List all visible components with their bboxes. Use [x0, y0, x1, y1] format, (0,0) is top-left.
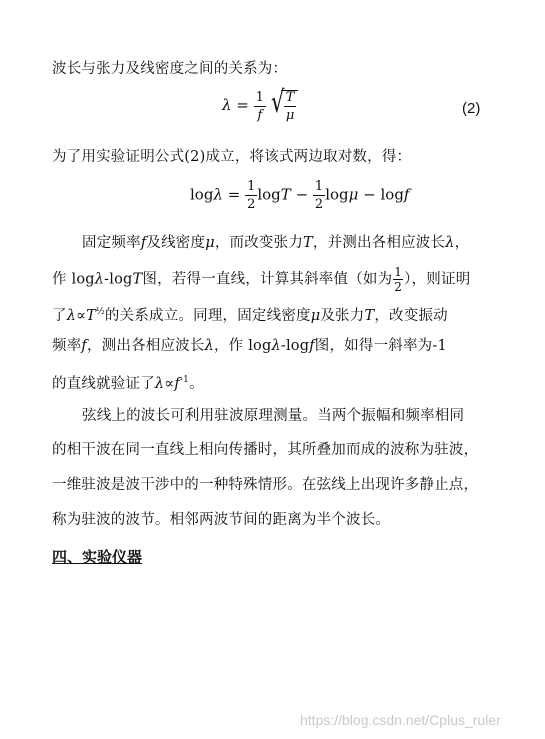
text-seg: 频率: [52, 338, 82, 354]
text-seg: ，改变振动: [374, 307, 448, 324]
text-seg: -log: [104, 271, 133, 288]
text-seg: 了: [52, 307, 67, 324]
log-3: log: [325, 185, 349, 204]
text-seg: 及线密度: [146, 235, 206, 251]
equation-number: (2): [462, 100, 481, 117]
var-lambda: λ: [94, 271, 105, 288]
var-mu: μ: [310, 307, 321, 324]
log-equals: =: [222, 185, 246, 204]
proportional-sign: ∝: [76, 307, 87, 324]
equation-2: [222, 85, 298, 123]
var-f: f: [174, 375, 180, 392]
text-seg: 固定频率: [82, 235, 141, 251]
text-seg: 作 log: [52, 271, 95, 288]
para4-line-2: 的相干波在同一直线上相向传播时，其所叠加而成的波称为驻波，: [52, 442, 479, 458]
var-f: f: [81, 338, 87, 354]
var-lambda: λ: [271, 338, 281, 354]
exponent-half: ½: [95, 307, 105, 317]
para4-line-1: 弦线上的波长可利用驻波原理测量。当两个振幅和频率相同: [82, 408, 465, 424]
var-lambda: λ: [66, 307, 77, 324]
eq2-lambda: λ: [222, 96, 232, 114]
eq2-sqrt: [270, 85, 299, 123]
var-lambda: λ: [445, 235, 455, 251]
log-equation: [190, 180, 409, 211]
eq2-frac-num: 1: [255, 89, 264, 105]
para3-line-1: [82, 233, 469, 253]
eq2-equals: =: [236, 96, 249, 114]
half2-num: 1: [314, 179, 324, 194]
inline-half-fraction: [393, 266, 403, 293]
para3-line-2: [52, 266, 470, 293]
text-seg: -log: [280, 338, 310, 354]
log-minus-2: −: [358, 185, 381, 204]
text-seg: 的直线就验证了: [52, 375, 155, 392]
para3-line-3: [52, 302, 448, 326]
inline-frac-num: 1: [394, 265, 403, 279]
text-seg: 及张力: [320, 307, 365, 324]
text-seg: ），则证明: [404, 271, 471, 288]
para4-line-3: 一维驻波是波干涉中的一种特殊情形。在弦线上出现许多静止点，: [52, 477, 479, 493]
section-heading: 四、实验仪器: [52, 548, 143, 566]
log-lambda: λ: [213, 185, 223, 204]
var-T: T: [303, 235, 313, 251]
log-4: log: [380, 185, 404, 204]
log-half-1: [245, 180, 257, 211]
half2-den: 2: [314, 197, 324, 212]
var-lambda: λ: [154, 375, 165, 392]
log-T: T: [280, 185, 291, 204]
watermark: https://blog.csdn.net/Cplus_ruler: [300, 712, 501, 728]
proportional-sign: ∝: [164, 375, 175, 392]
para4-line-4: 称为驻波的波节。相邻两波节间的距离为半个波长。: [52, 512, 391, 528]
intro-line: 波长与张力及线密度之间的关系为：: [52, 61, 288, 77]
eq2-sqrt-fraction: [284, 91, 297, 122]
para3-line-4: [52, 336, 447, 356]
eq2-sqrt-num: T: [285, 90, 295, 105]
var-f: f: [140, 235, 147, 251]
half1-den: 2: [247, 197, 256, 212]
radical-sign-icon: √: [270, 85, 285, 120]
text-seg: 图，若得一直线，计算其斜率值（如为: [142, 271, 393, 288]
log-mu: μ: [348, 185, 359, 204]
var-T: T: [132, 271, 143, 288]
eq2-fraction: [254, 91, 266, 122]
text-seg: 的关系成立。同理，固定线密度: [104, 307, 311, 324]
var-lambda: λ: [204, 338, 214, 354]
text-seg: ，: [454, 235, 470, 251]
para3-line-5: [52, 370, 204, 394]
text-seg: ，并测出各相应波长: [312, 235, 446, 251]
log-f: f: [403, 185, 410, 204]
var-f: f: [309, 338, 315, 354]
eq2-sqrt-den: μ: [285, 108, 295, 123]
text-seg: ，而改变张力: [214, 235, 304, 251]
text-seg: ，测出各相应波长: [86, 338, 205, 354]
log-2: log: [257, 185, 281, 204]
var-mu: μ: [205, 235, 215, 251]
var-T: T: [86, 307, 96, 324]
log-intro-line: 为了用实验证明公式(2)成立，将该式两边取对数，得：: [52, 149, 412, 165]
text-seg: 图，如得一斜率为-1: [314, 338, 447, 354]
log-1: log: [190, 185, 214, 204]
half1-num: 1: [247, 179, 256, 194]
text-seg: ，作 log: [213, 338, 272, 354]
eq2-frac-den: f: [257, 107, 263, 123]
var-T: T: [364, 307, 375, 324]
log-half-2: [313, 180, 325, 211]
inline-frac-den: 2: [394, 280, 403, 294]
text-seg: 。: [189, 375, 204, 392]
exponent-minus-one: -1: [179, 375, 190, 385]
log-minus-1: −: [290, 185, 313, 204]
